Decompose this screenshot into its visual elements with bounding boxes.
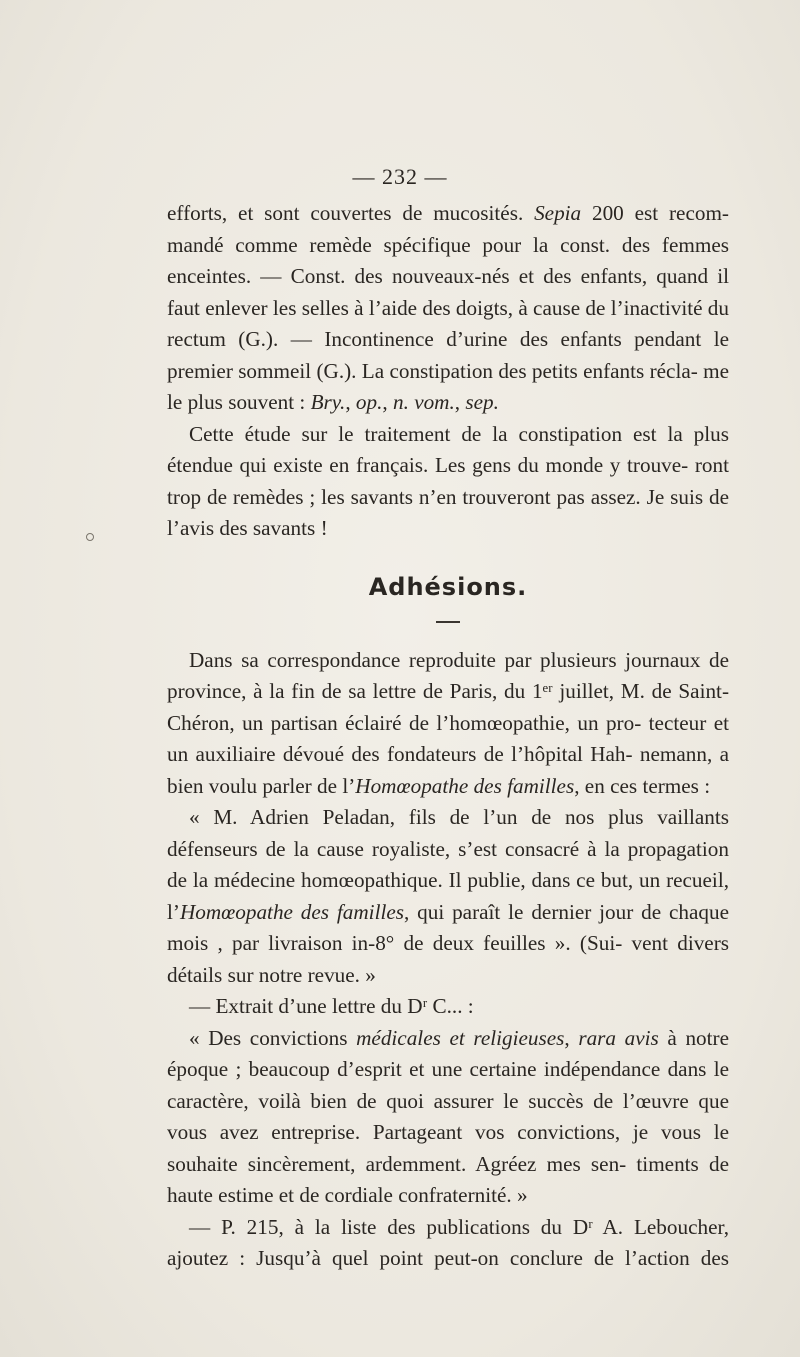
text-run: 200 est recom- mandé comme remède spécifique pour la const. des femmes enceintes. — Const. des nouveaux-nés et des enfants, quand il faut enlever les selles à l’aide des doigts, à cause de l’inactivité du rectum (G.). — Incontinence d’urine des enfants pendant le premier sommeil (G.). La constipation des petits enfants récla- me le plus souvent : [167, 201, 729, 414]
paragraph [167, 1212, 729, 1275]
text-run: , [345, 390, 356, 414]
text-run: « M. Adrien Peladan, fils de l’un de nos plus vaillants défenseurs de la cause royaliste, s’est consacré à la propagation de la médecine homœopathique. Il publie, dans ce but, un recueil, l’ [167, 805, 729, 924]
italic-text: n. vom. [393, 390, 455, 414]
text-run: — P. 215, à la liste des publications du Dʳ A. Leboucher, ajoutez : Jusqu’à quel point peut-on conclure de l’action des [167, 1214, 729, 1270]
section-adhesions [167, 645, 729, 1275]
italic-text: Sepia [534, 201, 582, 225]
section-preceding [167, 198, 729, 545]
italic-text: médicales et religieuses [356, 1025, 565, 1050]
paragraph [167, 802, 729, 991]
italic-text: Homœopathe des familles [355, 773, 575, 798]
heading-rule [436, 621, 460, 623]
text-run: à notre époque ; beaucoup d’esprit et une certaine indépendance dans le caractère, voilà bien de quoi assurer le succès de l’œuvre que vous avez entreprise. Partageant vos convictions, je vous le souhaite sincèrement, ardemment. Agréez mes sen- timents de haute estime et de cordiale confraternité. » [167, 1025, 729, 1207]
section-heading: Adhésions. [368, 572, 528, 601]
text-run: , [454, 390, 466, 414]
italic-text: rara avis [578, 1025, 659, 1050]
text-run: , en ces termes : [574, 773, 711, 798]
text-run: — Extrait d’une lettre du Dʳ C... : [189, 994, 474, 1018]
paragraph [167, 419, 729, 545]
text-run: « Des convictions [189, 1025, 357, 1050]
paragraph [167, 198, 729, 419]
paragraph [167, 991, 729, 1023]
paragraph [167, 645, 729, 803]
paragraph [167, 1023, 729, 1212]
italic-text: Bry. [310, 390, 346, 414]
italic-text: op. [355, 390, 383, 414]
text-run: Dans sa correspondance reproduite par plusieurs journaux de province, à la fin de sa lettre de Paris, du 1ᵉʳ juillet, M. de Saint-Chéron, un partisan éclairé de l’homœopathie, un pro- tecteur et un auxiliaire dévoué des fondateurs de l’hôpital Hah- nemann, a bien voulu parler de l’ [167, 647, 729, 798]
italic-text: sep. [465, 390, 499, 414]
text-run: efforts, et sont couvertes de mucosités. [167, 201, 535, 225]
text-run: , qui paraît le dernier jour de chaque mois , par livraison in-8° de deux feuilles ». (Sui- vent divers détails sur notre revue. » [167, 899, 729, 987]
italic-text: Homœopathe des familles [179, 899, 404, 924]
text-run: Cette étude sur le traitement de la constipation est la plus étendue qui existe en français. Les gens du monde y trouve- ront trop de remèdes ; les savants n’en trouveront pas assez. Je suis de l’avis des savants ! [167, 421, 729, 540]
page-number: — 232 — [352, 164, 448, 189]
paper-blemish [86, 533, 94, 541]
text-run: , [564, 1025, 579, 1050]
text-run: , [382, 390, 393, 414]
body-text [167, 198, 729, 1275]
